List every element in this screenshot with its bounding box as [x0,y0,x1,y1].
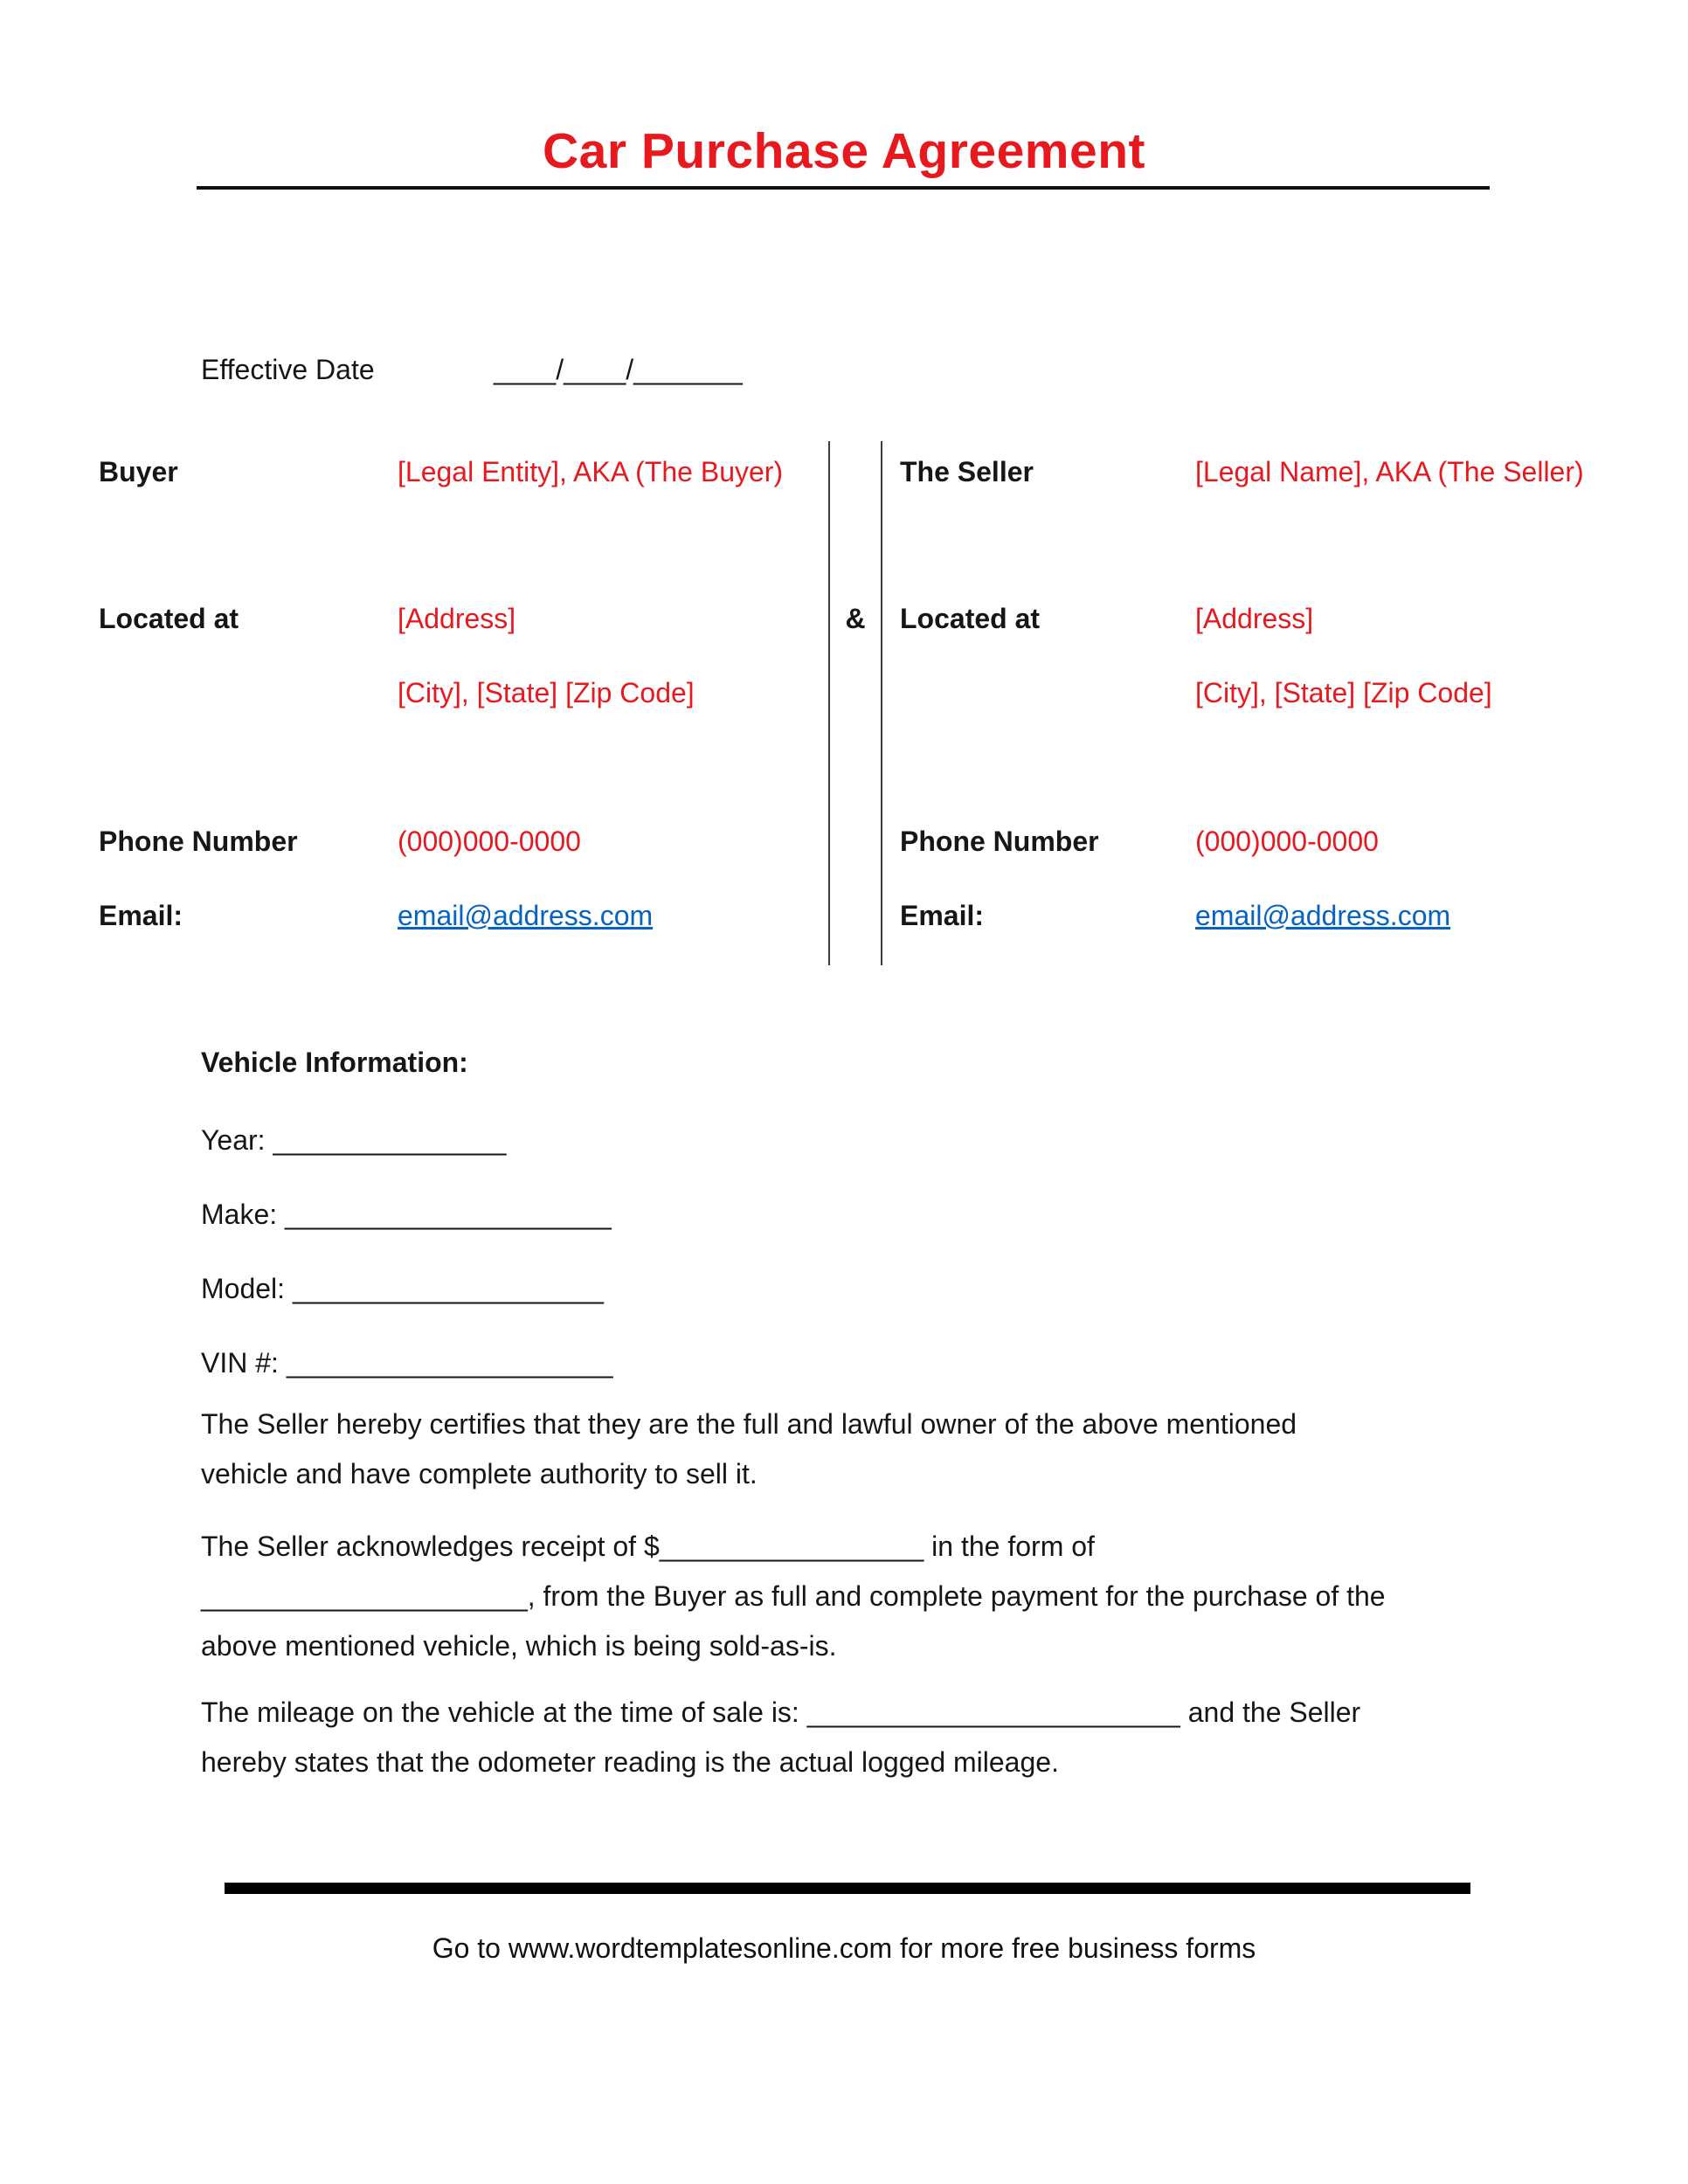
buyer-address-line1: [Address] [398,603,516,634]
buyer-phone-label: Phone Number [99,826,298,857]
paragraph-line: The Seller acknowledges receipt of $_________________ in the form of [201,1531,1095,1562]
vehicle-make-line: Make: _____________________ [201,1199,612,1230]
column-divider-left [828,441,830,965]
vehicle-vin-line: VIN #: _____________________ [201,1347,613,1379]
seller-address-line2: [City], [State] [Zip Code] [1195,677,1492,708]
buyer-email-label: Email: [99,900,183,931]
seller-located-label: Located at [900,603,1041,634]
vehicle-info-heading: Vehicle Information: [201,1047,468,1078]
paragraph-mileage [201,1688,1360,1787]
buyer-phone-value: (000)000-0000 [398,826,581,857]
seller-address-line1: [Address] [1195,603,1314,634]
paragraph-line: The mileage on the vehicle at the time of sale is: ________________________ and the Seller [201,1697,1361,1728]
paragraph-line: The Seller hereby certifies that they are the full and lawful owner of the above mentioned [201,1408,1297,1440]
footer-bar [225,1883,1470,1894]
paragraph-line: above mentioned vehicle, which is being sold-as-is. [201,1630,837,1662]
buyer-address-line2: [City], [State] [Zip Code] [398,677,695,708]
effective-date-label: Effective Date [201,354,375,385]
buyer-label: Buyer [99,456,178,487]
effective-date-blank: ____/____/_______ [494,354,743,385]
paragraph-line: vehicle and have complete authority to sell it. [201,1458,758,1489]
column-divider-right [881,441,882,965]
vehicle-year-line: Year: _______________ [201,1124,507,1156]
document-title: Car Purchase Agreement [543,123,1145,179]
paragraph-payment [201,1522,1386,1671]
seller-email-link[interactable]: email@address.com [1195,900,1451,931]
seller-email-label: Email: [900,900,985,931]
seller-phone-value: (000)000-0000 [1195,826,1379,857]
title-rule [197,186,1490,190]
buyer-name: [Legal Entity], AKA (The Buyer) [398,456,784,487]
buyer-located-label: Located at [99,603,239,634]
paragraph-line: hereby states that the odometer reading is the actual logged mileage. [201,1746,1059,1778]
paragraph-ownership [201,1400,1297,1499]
seller-label: The Seller [900,456,1034,487]
seller-phone-label: Phone Number [900,826,1099,857]
vehicle-model-line: Model: ____________________ [201,1273,604,1304]
paragraph-line: _____________________, from the Buyer as full and complete payment for the purchase of the [201,1580,1386,1612]
seller-name: [Legal Name], AKA (The Seller) [1195,456,1584,487]
footer-note: Go to www.wordtemplatesonline.com for more free business forms [432,1932,1256,1964]
ampersand-separator: & [845,603,866,634]
buyer-email-link[interactable]: email@address.com [398,900,654,931]
